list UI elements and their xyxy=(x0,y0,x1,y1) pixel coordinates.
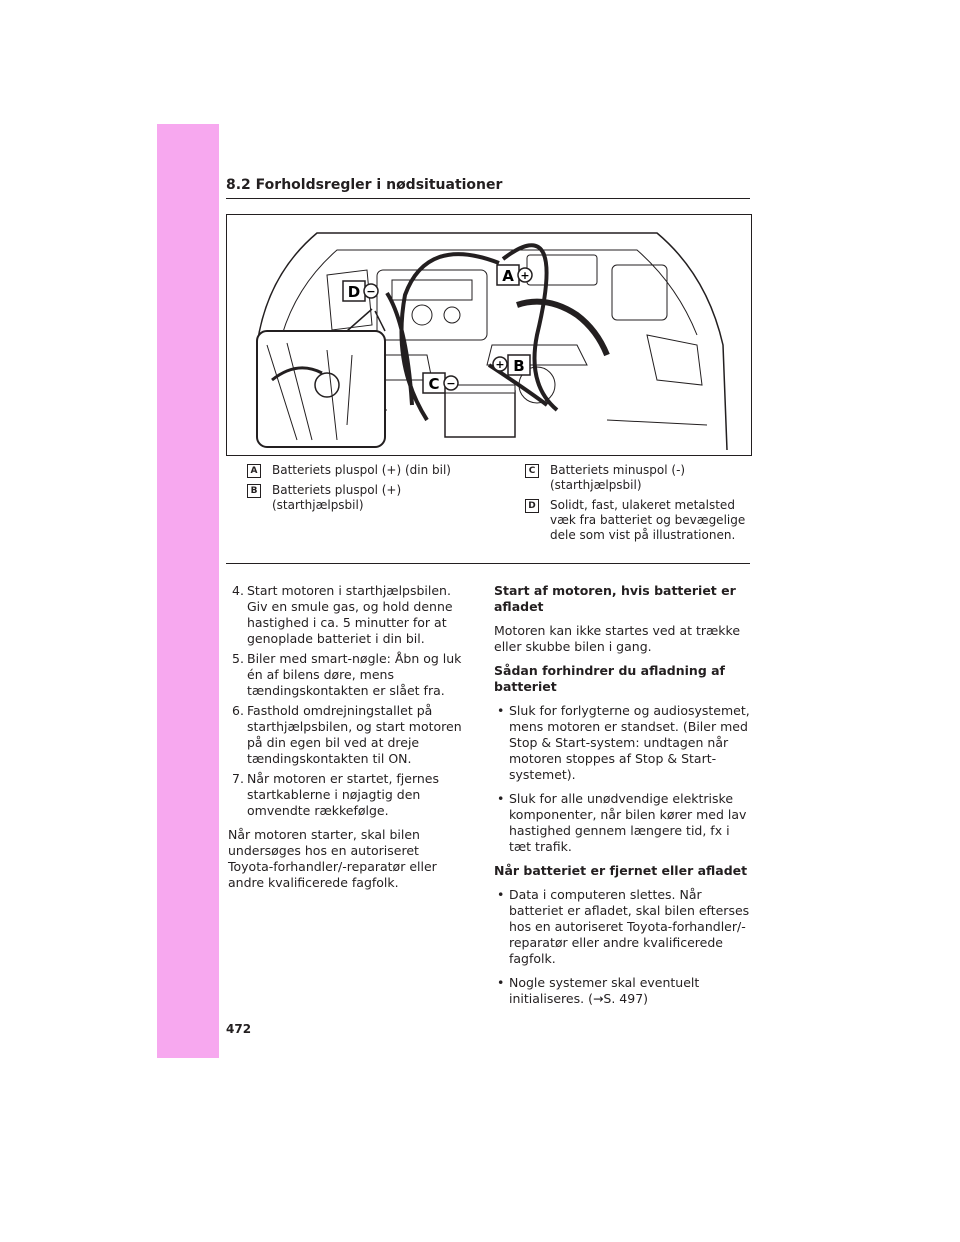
chapter-tab-bar xyxy=(157,124,219,1058)
step-number: 5. xyxy=(232,651,244,666)
heading-prevent-discharge: Sådan forhindrer du afladning af batteriet xyxy=(494,663,725,694)
title-divider xyxy=(226,198,750,199)
legend-text-a: Batteriets pluspol (+) (din bil) xyxy=(272,463,451,477)
callout-a-sign: + xyxy=(520,269,530,282)
legend-item-d xyxy=(525,498,750,543)
step-7 xyxy=(228,771,468,819)
bullet-text: Data i computeren slettes. Når batteriet er afladet, skal bilen efterses hos en autoriseret Toyota-forhandler/-reparatør eller andre kvalificerede fagfolk. xyxy=(509,887,750,966)
right-column xyxy=(494,583,750,1015)
callout-a-label: A xyxy=(502,267,514,285)
heading-dead-battery-start: Start af motoren, hvis batteriet er afladet xyxy=(494,583,736,614)
callout-a xyxy=(497,265,532,285)
legend-badge-c: C xyxy=(525,464,539,478)
callout-c xyxy=(423,373,458,393)
bullet-text: Sluk for alle unødvendige elektriske komponenter, når bilen kører med lav hastighed gennem længere tid, fx i tæt trafik. xyxy=(509,791,747,854)
bullet-item xyxy=(494,703,750,783)
step-4 xyxy=(228,583,468,647)
bullet-text: Sluk for forlygterne og audiosystemet, mens motoren er standset. (Biler med Stop & Start-system: undtagen når motoren stoppes af Stop & Start-systemet). xyxy=(509,703,750,782)
legend-item-a xyxy=(247,463,497,478)
callout-b-sign: + xyxy=(495,358,505,371)
engine-bay-drawing xyxy=(227,215,751,455)
legend-item-c xyxy=(525,463,735,493)
callout-b-label: B xyxy=(513,357,525,375)
legend-badge-b: B xyxy=(247,484,261,498)
step-text: Biler med smart-nøgle: Åbn og luk én af bilens døre, mens tændingskontakten er slået fra. xyxy=(247,651,462,698)
legend-divider xyxy=(226,563,750,564)
left-column xyxy=(228,583,468,899)
legend-text-d: Solidt, fast, ulakeret metalsted væk fra batteriet og bevægelige dele som vist på illustrationen. xyxy=(550,498,746,542)
page-number: 472 xyxy=(226,1022,252,1036)
bullet-text: Nogle systemer skal eventuelt initialiseres. (→S. 497) xyxy=(509,975,700,1006)
inset-detail xyxy=(257,309,385,447)
callout-d xyxy=(343,281,378,301)
bullet-dot: • xyxy=(497,703,505,718)
step-number: 4. xyxy=(232,583,244,598)
bullet-item xyxy=(494,791,750,855)
bullet-dot: • xyxy=(497,975,505,990)
bullet-item xyxy=(494,887,750,967)
legend-text-c: Batteriets minuspol (-) (starthjælpsbil) xyxy=(550,463,686,492)
step-text: Når motoren er startet, fjernes startkablerne i nøjagtig den omvendte rækkefølge. xyxy=(247,771,440,818)
paragraph-no-push-start: Motoren kan ikke startes ved at trække eller skubbe bilen i gang. xyxy=(494,623,741,654)
legend-left xyxy=(247,463,497,518)
bullet-dot: • xyxy=(497,887,505,902)
callout-d-sign: − xyxy=(366,285,376,298)
bullet-item xyxy=(494,975,750,1007)
legend-right xyxy=(525,463,750,548)
callout-c-label: C xyxy=(428,375,440,393)
legend-badge-d: D xyxy=(525,499,539,513)
legend-text-b: Batteriets pluspol (+) (starthjælpsbil) xyxy=(272,483,402,512)
closing-paragraph: Når motoren starter, skal bilen undersøges hos en autoriseret Toyota-forhandler/-reparatør eller andre kvalificerede fagfolk. xyxy=(228,827,437,890)
booster-battery xyxy=(445,385,515,437)
step-6 xyxy=(228,703,468,767)
legend-badge-a: A xyxy=(247,464,261,478)
bullet-dot: • xyxy=(497,791,505,806)
step-text: Start motoren i starthjælpsbilen. Giv en smule gas, og hold denne hastighed i ca. 5 minutter for at genoplade batteriet i din bil. xyxy=(247,583,453,646)
step-text: Fasthold omdrejningstallet på starthjælpsbilen, og start motoren på din egen bil ved at dreje tændingskontakten til ON. xyxy=(247,703,462,766)
step-number: 7. xyxy=(232,771,244,786)
step-5 xyxy=(228,651,468,699)
callout-d-label: D xyxy=(347,283,361,301)
legend-item-b xyxy=(247,483,472,513)
callout-c-sign: − xyxy=(446,377,456,390)
step-number: 6. xyxy=(232,703,244,718)
heading-battery-removed: Når batteriet er fjernet eller afladet xyxy=(494,863,748,878)
jump-start-illustration xyxy=(226,214,752,456)
section-title: 8.2 Forholdsregler i nødsituationer xyxy=(226,177,503,193)
